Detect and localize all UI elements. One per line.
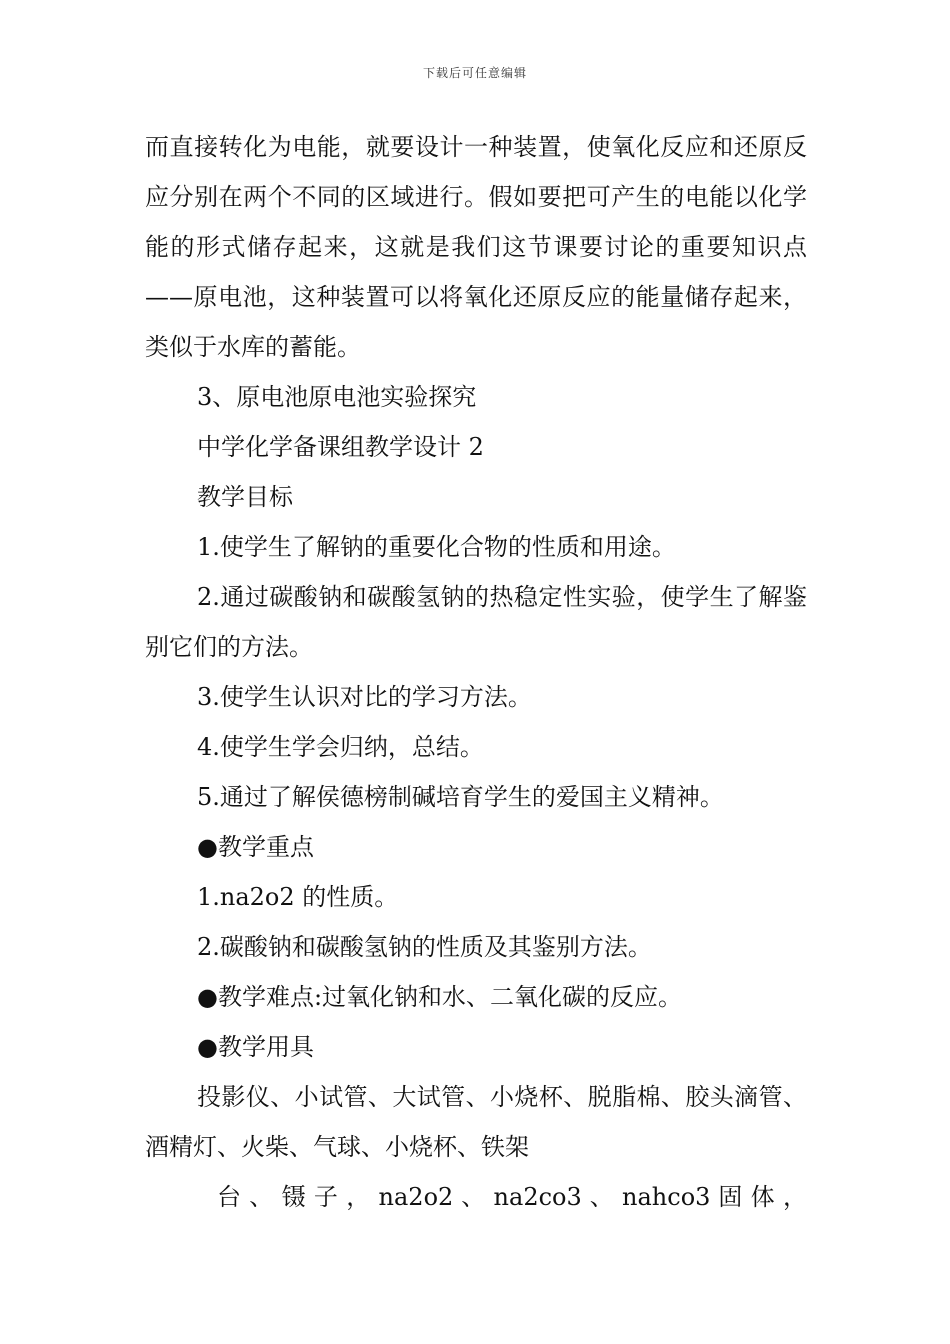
document-body xyxy=(145,122,807,1222)
key-point-1: 1.na2o2 的性质。 xyxy=(197,883,399,911)
goal-item-4: 4.使学生学会归纳，总结。 xyxy=(197,733,484,761)
page-header: 下载后可任意编辑 xyxy=(422,66,527,80)
heading-teaching-goals: 教学目标 xyxy=(197,483,293,511)
goal-item-3: 3.使学生认识对比的学习方法。 xyxy=(197,683,532,711)
heading-key-points: ●教学重点 xyxy=(197,833,314,861)
paragraph-intro: 而直接转化为电能，就要设计一种装置，使氧化反应和还原反应分别在两个不同的区域进行。假如要把可产生的电能以化学能的形式储存起来，这就是我们这节课要讨论的重要知识点——原电池，这种装置可以将氧化还原反应的能量储存起来，类似于水库的蓄能。 xyxy=(145,133,807,361)
document-title: 中学化学备课组教学设计 2 xyxy=(197,433,484,461)
heading-difficulty: ●教学难点:过氧化钠和水、二氧化碳的反应。 xyxy=(197,983,683,1011)
tools-list-continued: 台 、 镊 子 ， na2o2 、 na2co3 、 nahco3 固 体 ， xyxy=(217,1183,807,1211)
section-heading-galvanic-cell: 3、原电池原电池实验探究 xyxy=(197,383,477,411)
goal-item-2: 2.通过碳酸钠和碳酸氢钠的热稳定性实验，使学生了解鉴别它们的方法。 xyxy=(145,583,807,661)
tools-list: 投影仪、小试管、大试管、小烧杯、脱脂棉、胶头滴管、酒精灯、火柴、气球、小烧杯、铁架 xyxy=(145,1083,807,1161)
heading-teaching-tools: ●教学用具 xyxy=(197,1033,314,1061)
goal-item-1: 1.使学生了解钠的重要化合物的性质和用途。 xyxy=(197,533,676,561)
goal-item-5: 5.通过了解侯德榜制碱培育学生的爱国主义精神。 xyxy=(197,783,724,811)
key-point-2: 2.碳酸钠和碳酸氢钠的性质及其鉴别方法。 xyxy=(197,933,652,961)
